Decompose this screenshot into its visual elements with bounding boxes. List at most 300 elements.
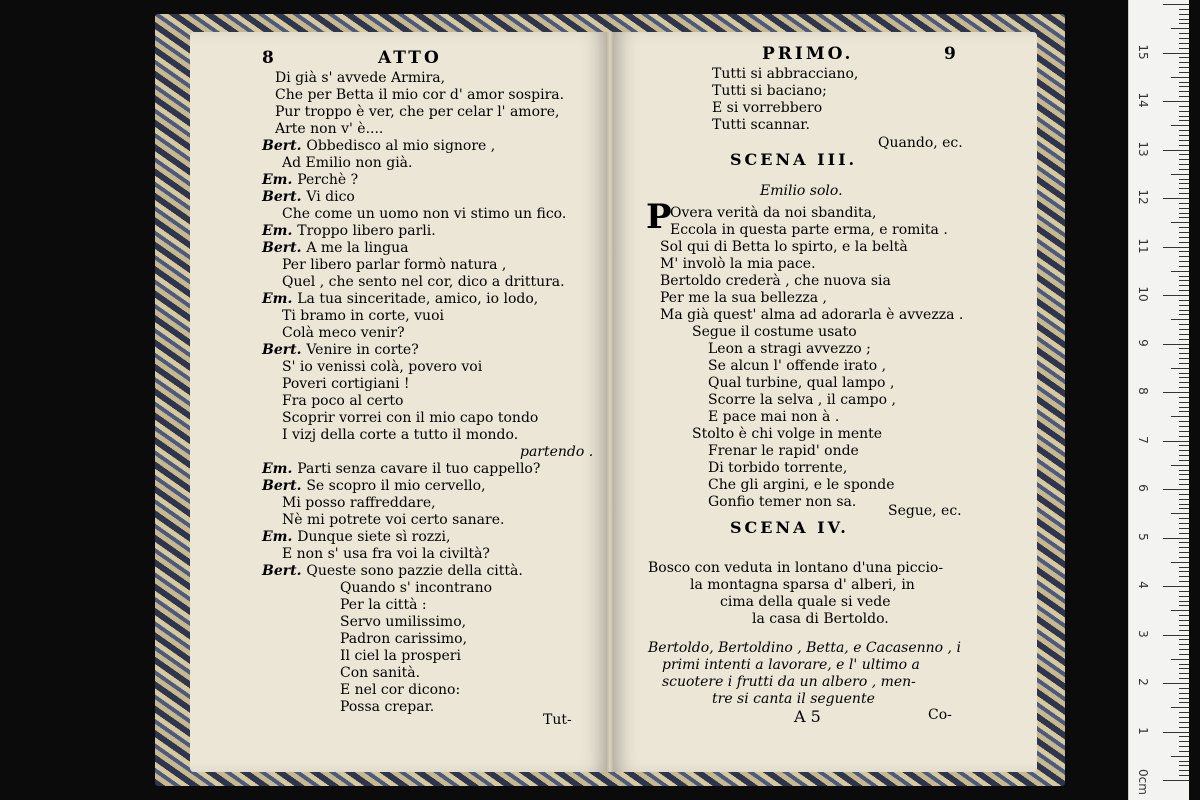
ruler-tick — [1179, 479, 1189, 480]
verse-text: Vi dico — [306, 189, 355, 205]
ruler-tick — [1179, 625, 1189, 626]
ruler-tick — [1171, 756, 1189, 757]
verse-text: Queste sono pazzie della città. — [306, 563, 523, 579]
ruler-tick — [1179, 290, 1189, 291]
ruler-tick — [1179, 116, 1189, 117]
ruler-tick — [1179, 363, 1189, 364]
ruler-tick — [1179, 310, 1189, 311]
verse-line — [282, 495, 436, 511]
verse-text: Scoprir vorrei con il mio capo tondo — [282, 410, 539, 426]
ruler-tick — [1179, 474, 1189, 475]
ruler-tick — [1179, 717, 1189, 718]
ruler-tick — [1179, 314, 1189, 315]
ruler-tick — [1179, 145, 1189, 146]
right-page-number: 9 — [944, 44, 959, 64]
ruler-tick — [1179, 276, 1189, 277]
ruler-tick — [1179, 702, 1189, 703]
setting-line: cima della quale si vede — [720, 594, 891, 610]
verse-line — [282, 325, 405, 341]
ruler-tick — [1179, 242, 1189, 243]
ruler-tick — [1179, 678, 1189, 679]
ruler-tick — [1179, 591, 1189, 592]
verse-text: E non s' usa fra voi la civiltà? — [282, 546, 490, 562]
ruler-tick — [1179, 722, 1189, 723]
ruler-tick — [1179, 217, 1189, 218]
ruler-tick — [1179, 746, 1189, 747]
verse-line — [282, 512, 504, 528]
ruler-tick — [1179, 596, 1189, 597]
ruler-tick — [1179, 14, 1189, 15]
verse-line — [282, 546, 490, 562]
signature-mark: A 5 — [794, 707, 821, 726]
verse-line — [275, 87, 564, 103]
ruler-tick — [1179, 407, 1189, 408]
ruler-tick — [1179, 135, 1189, 136]
verse-line: Stolto è chi volge in mente — [692, 426, 883, 442]
ruler-tick — [1179, 183, 1189, 184]
ruler-tick — [1171, 77, 1189, 78]
ruler-tick — [1179, 484, 1189, 485]
ruler-tick — [1163, 344, 1189, 345]
verse-line — [282, 393, 403, 409]
ruler-tick — [1179, 382, 1189, 383]
ruler-tick — [1179, 91, 1189, 92]
ruler-tick — [1179, 261, 1189, 262]
ruler-tick — [1179, 48, 1189, 49]
ruler-tick — [1179, 38, 1189, 39]
verse-line: Che gli argini, e le sponde — [708, 477, 895, 493]
verse-text: Ad Emilio non già. — [282, 155, 413, 171]
scene-4-title: SCENA IV. — [730, 518, 849, 537]
verse-text: Per la città : — [340, 597, 427, 613]
ruler-tick — [1179, 450, 1189, 451]
verse-line — [262, 461, 540, 477]
verse-line — [340, 631, 467, 647]
verse-line — [340, 699, 434, 715]
speaker-name: Bert. — [262, 138, 307, 154]
verse-line — [262, 138, 495, 154]
scene-3-subtitle: Emilio solo. — [760, 183, 843, 199]
ruler-tick — [1179, 324, 1189, 325]
ruler-tick — [1179, 208, 1189, 209]
verse-text: Con sanità. — [340, 665, 421, 681]
refrain-1: Quando, ec. — [878, 135, 963, 151]
right-catchword: Co- — [928, 707, 952, 723]
ruler-number: 2 — [1136, 678, 1150, 686]
ruler-tick — [1171, 271, 1189, 272]
speaker-name: Bert. — [262, 478, 307, 494]
ruler-tick — [1179, 130, 1189, 131]
ruler-tick — [1179, 111, 1189, 112]
measurement-ruler — [1128, 0, 1189, 800]
ruler-tick — [1179, 329, 1189, 330]
ruler-tick — [1179, 358, 1189, 359]
verse-line — [262, 240, 409, 256]
ruler-tick — [1163, 53, 1189, 54]
ruler-tick — [1179, 285, 1189, 286]
verse-line — [282, 359, 482, 375]
ruler-tick — [1163, 683, 1189, 684]
ruler-tick — [1179, 213, 1189, 214]
verse-line: Qual turbine, qual lampo , — [708, 375, 895, 391]
verse-text: Padron carissimo, — [340, 631, 468, 647]
ruler-tick — [1179, 727, 1189, 728]
verse-text: Arte non v' è.... — [275, 121, 384, 137]
ruler-tick — [1179, 96, 1189, 97]
verse-text: Il ciel la prosperi — [340, 648, 461, 664]
verse-line — [520, 444, 593, 460]
verse-line — [262, 563, 523, 579]
ruler-tick — [1179, 169, 1189, 170]
stage-direction-line: scuotere i frutti da un albero , men- — [662, 674, 916, 690]
ruler-tick — [1179, 43, 1189, 44]
ruler-tick — [1179, 698, 1189, 699]
ruler-tick — [1179, 445, 1189, 446]
ruler-tick — [1179, 630, 1189, 631]
ruler-tick — [1179, 547, 1189, 548]
drop-cap: P — [646, 197, 672, 237]
verse-line — [262, 342, 419, 358]
ruler-tick — [1179, 86, 1189, 87]
ruler-tick — [1179, 523, 1189, 524]
ruler-tick — [1171, 368, 1189, 369]
ruler-tick — [1179, 72, 1189, 73]
verse-text: Colà meco venir? — [282, 325, 405, 341]
ruler-tick — [1179, 377, 1189, 378]
ruler-tick — [1171, 610, 1189, 611]
ruler-tick — [1171, 174, 1189, 175]
ruler-number: 6 — [1136, 484, 1150, 492]
verse-line — [275, 121, 383, 137]
verse-line — [282, 410, 538, 426]
ruler-tick — [1179, 533, 1189, 534]
verse-text: I vizj della corte a tutto il mondo. — [282, 427, 519, 443]
ruler-number: 15 — [1136, 43, 1150, 60]
ruler-tick — [1179, 387, 1189, 388]
ruler-tick — [1179, 19, 1189, 20]
setting-line: la montagna sparsa d' alberi, in — [690, 577, 915, 593]
ruler-tick — [1179, 552, 1189, 553]
verse-text: Mi posso raffreddare, — [282, 495, 436, 511]
verse-line — [275, 104, 559, 120]
setting-line: la casa di Bertoldo. — [752, 611, 889, 627]
ruler-tick — [1179, 203, 1189, 204]
ruler-tick — [1179, 339, 1189, 340]
ruler-tick — [1179, 251, 1189, 252]
verse-text: partendo . — [520, 444, 594, 460]
ruler-tick — [1179, 668, 1189, 669]
ruler-tick — [1179, 164, 1189, 165]
ruler-tick — [1179, 620, 1189, 621]
verse-line: Eccola in questa parte erma, e romita . — [670, 222, 948, 238]
ruler-tick — [1179, 402, 1189, 403]
verse-text: Possa crepar. — [340, 699, 435, 715]
verse-text: Obbedisco al mio signore , — [306, 138, 496, 154]
verse-text: Se scopro il mio cervello, — [306, 478, 486, 494]
ruler-tick — [1171, 465, 1189, 466]
ruler-tick — [1179, 159, 1189, 160]
verse-text: Pur troppo è ver, che per celar l' amore, — [275, 104, 560, 120]
ruler-tick — [1179, 601, 1189, 602]
verse-line — [340, 665, 420, 681]
verse-text: Ti bramo in corte, vuoi — [282, 308, 444, 324]
ruler-tick — [1179, 557, 1189, 558]
ruler-tick — [1179, 649, 1189, 650]
ruler-tick — [1179, 266, 1189, 267]
verse-line: Ma già quest' alma ad adorarla è avvezza . — [660, 307, 964, 323]
verse-line: M' involò la mia pace. — [660, 256, 816, 272]
ruler-tick — [1163, 198, 1189, 199]
verse-line — [282, 427, 518, 443]
ruler-number: 13 — [1136, 140, 1150, 157]
ruler-tick — [1179, 348, 1189, 349]
ruler-tick — [1179, 770, 1189, 771]
ruler-tick — [1179, 693, 1189, 694]
ruler-tick — [1179, 411, 1189, 412]
ruler-tick — [1171, 125, 1189, 126]
ruler-tick — [1163, 247, 1189, 248]
speaker-name: Bert. — [262, 189, 307, 205]
verse-line — [262, 172, 358, 188]
ruler-tick — [1179, 106, 1189, 107]
ruler-tick — [1179, 518, 1189, 519]
ruler-tick — [1163, 392, 1189, 393]
ruler-tick — [1179, 644, 1189, 645]
ruler-tick — [1171, 416, 1189, 417]
book-gutter — [606, 32, 614, 772]
verse-text: Che come un uomo non vi stimo un fico. — [282, 206, 567, 222]
ruler-number: 7 — [1136, 435, 1150, 444]
ruler-tick — [1179, 57, 1189, 58]
refrain-2: Segue, ec. — [888, 503, 962, 519]
verse-text: Troppo libero parli. — [297, 223, 436, 239]
ruler-tick — [1179, 120, 1189, 121]
verse-text: Venire in corte? — [306, 342, 419, 358]
speaker-name: Em. — [262, 223, 298, 239]
speaker-name: Bert. — [262, 563, 307, 579]
ruler-tick — [1171, 562, 1189, 563]
verse-text: S' io venissi colà, povero voi — [282, 359, 483, 375]
ruler-tick — [1179, 237, 1189, 238]
ruler-tick — [1163, 635, 1189, 636]
verse-line — [282, 257, 506, 273]
stage-direction-line: primi intenti a lavorare, e l' ultimo a — [662, 657, 920, 673]
verse-text: La tua sinceritade, amico, io lodo, — [297, 291, 539, 307]
setting-line: Bosco con veduta in lontano d'una piccio- — [648, 560, 944, 576]
ruler-tick — [1163, 586, 1189, 587]
ruler-tick — [1171, 319, 1189, 320]
ruler-number: 3 — [1136, 629, 1150, 638]
ruler-tick — [1179, 421, 1189, 422]
verse-line: Overa verità da noi sbandita, — [670, 205, 877, 221]
verse-line: Leon a stragi avvezzo ; — [708, 341, 871, 357]
verse-text: Di già s' avvede Armira, — [275, 70, 446, 86]
verse-text: Servo umilissimo, — [340, 614, 467, 630]
ruler-tick — [1163, 150, 1189, 151]
ruler-tick — [1179, 499, 1189, 500]
ruler-tick — [1179, 765, 1189, 766]
verse-text: Quel , che sento nel cor, dico a drittura. — [282, 274, 565, 290]
ruler-tick — [1179, 528, 1189, 529]
verse-line — [282, 155, 412, 171]
ruler-number: 4 — [1136, 581, 1150, 589]
ruler-tick — [1179, 140, 1189, 141]
ruler-tick — [1179, 62, 1189, 63]
verse-text: Nè mi potrete voi certo sanare. — [282, 512, 505, 528]
ruler-tick — [1179, 305, 1189, 306]
speaker-name: Bert. — [262, 342, 307, 358]
ruler-tick — [1179, 227, 1189, 228]
ruler-tick — [1179, 67, 1189, 68]
ruler-tick — [1179, 373, 1189, 374]
ruler-tick — [1171, 28, 1189, 29]
ruler-tick — [1171, 513, 1189, 514]
verse-line — [262, 223, 436, 239]
verse-line — [282, 206, 566, 222]
verse-line: Bertoldo crederà , che nuova sia — [660, 273, 891, 289]
ruler-tick — [1179, 605, 1189, 606]
ruler-tick — [1179, 353, 1189, 354]
verse-text: Perchè ? — [297, 172, 359, 188]
verse-text: Parti senza cavare il tuo cappello? — [297, 461, 541, 477]
ruler-tick — [1179, 639, 1189, 640]
ruler-tick — [1163, 441, 1189, 442]
ruler-tick — [1179, 712, 1189, 713]
ruler-tick — [1179, 470, 1189, 471]
ruler-tick — [1171, 222, 1189, 223]
ruler-tick — [1179, 23, 1189, 24]
scene-3-title: SCENA III. — [730, 150, 858, 169]
ruler-tick — [1179, 397, 1189, 398]
verse-line: Tutti si abbracciano, — [712, 66, 859, 82]
left-catchword: Tut- — [543, 712, 572, 728]
verse-text: Quando s' incontrano — [340, 580, 493, 596]
ruler-tick — [1163, 780, 1189, 781]
ruler-tick — [1179, 256, 1189, 257]
ruler-tick — [1179, 688, 1189, 689]
verse-line: Gonfio temer non sa. — [708, 494, 857, 510]
ruler-tick — [1179, 571, 1189, 572]
ruler-tick — [1179, 232, 1189, 233]
ruler-number: 9 — [1136, 338, 1150, 347]
ruler-tick — [1179, 300, 1189, 301]
ruler-tick — [1179, 504, 1189, 505]
stage-direction-line: Bertoldo, Bertoldino , Betta, e Cacasenno , i — [648, 640, 961, 656]
ruler-number: 0cm — [1136, 769, 1150, 795]
speaker-name: Em. — [262, 529, 298, 545]
ruler-tick — [1179, 576, 1189, 577]
verse-line: Tutti si baciano; — [712, 83, 827, 99]
verse-line — [262, 291, 538, 307]
verse-line: Tutti scannar. — [712, 117, 810, 133]
ruler-number: 8 — [1136, 387, 1150, 395]
ruler-number: 12 — [1136, 189, 1150, 205]
ruler-tick — [1171, 659, 1189, 660]
verse-text: Per libero parlar formò natura , — [282, 257, 507, 273]
ruler-tick — [1179, 664, 1189, 665]
verse-line: Segue il costume usato — [692, 324, 857, 340]
ruler-tick — [1179, 455, 1189, 456]
ruler-number: 1 — [1136, 726, 1150, 735]
ruler-tick — [1163, 295, 1189, 296]
speaker-name: Bert. — [262, 240, 307, 256]
ruler-tick — [1179, 567, 1189, 568]
verse-line — [282, 274, 565, 290]
ruler-tick — [1179, 460, 1189, 461]
verse-line: E si vorrebbero — [712, 100, 823, 116]
ruler-tick — [1179, 33, 1189, 34]
ruler-tick — [1179, 751, 1189, 752]
verse-line — [275, 70, 445, 86]
verse-line — [262, 189, 355, 205]
verse-line: Scorre la selva , il campo , — [708, 392, 896, 408]
left-running-head: ATTO — [378, 48, 442, 68]
verse-text: A me la lingua — [306, 240, 409, 256]
ruler-tick — [1179, 654, 1189, 655]
ruler-tick — [1163, 101, 1189, 102]
ruler-tick — [1163, 489, 1189, 490]
verse-line: Di torbido torrente, — [708, 460, 848, 476]
verse-line — [282, 308, 444, 324]
verse-text: Dunque siete sì rozzi, — [297, 529, 451, 545]
speaker-name: Em. — [262, 461, 298, 477]
ruler-tick — [1171, 707, 1189, 708]
ruler-tick — [1179, 581, 1189, 582]
verse-line — [282, 376, 410, 392]
ruler-tick — [1179, 736, 1189, 737]
verse-line — [340, 580, 492, 596]
verse-line: E pace mai non à . — [708, 409, 840, 425]
verse-line — [262, 529, 450, 545]
ruler-number: 14 — [1136, 92, 1150, 108]
right-running-head: PRIMO. — [762, 44, 854, 64]
ruler-tick — [1179, 334, 1189, 335]
verse-line — [340, 648, 461, 664]
verse-line: Per me la sua bellezza , — [660, 290, 827, 306]
left-page-number: 8 — [262, 48, 277, 68]
ruler-tick — [1179, 193, 1189, 194]
ruler-tick — [1179, 494, 1189, 495]
ruler-number: 5 — [1136, 532, 1150, 541]
ruler-tick — [1163, 732, 1189, 733]
ruler-tick — [1179, 82, 1189, 83]
ruler-tick — [1163, 4, 1189, 5]
ruler-tick — [1179, 761, 1189, 762]
verse-text: Poveri cortigiani ! — [282, 376, 410, 392]
ruler-tick — [1179, 426, 1189, 427]
stage-direction-line: tre si canta il seguente — [712, 691, 875, 707]
verse-text: E nel cor dicono: — [340, 682, 461, 698]
ruler-tick — [1179, 431, 1189, 432]
ruler-tick — [1179, 615, 1189, 616]
ruler-tick — [1179, 436, 1189, 437]
ruler-tick — [1179, 775, 1189, 776]
verse-line: Frenar le rapid' onde — [708, 443, 859, 459]
verse-text: Che per Betta il mio cor d' amor sospira. — [275, 87, 565, 103]
ruler-tick — [1179, 508, 1189, 509]
verse-line — [262, 478, 486, 494]
verse-text: Fra poco al certo — [282, 393, 404, 409]
verse-line: Sol qui di Betta lo spirto, e la beltà — [660, 239, 908, 255]
ruler-tick — [1179, 9, 1189, 10]
ruler-tick — [1163, 538, 1189, 539]
ruler-tick — [1179, 188, 1189, 189]
ruler-tick — [1179, 280, 1189, 281]
speaker-name: Em. — [262, 291, 298, 307]
verse-line — [340, 614, 466, 630]
verse-line — [340, 597, 427, 613]
verse-line: Se alcun l' offende irato , — [708, 358, 887, 374]
